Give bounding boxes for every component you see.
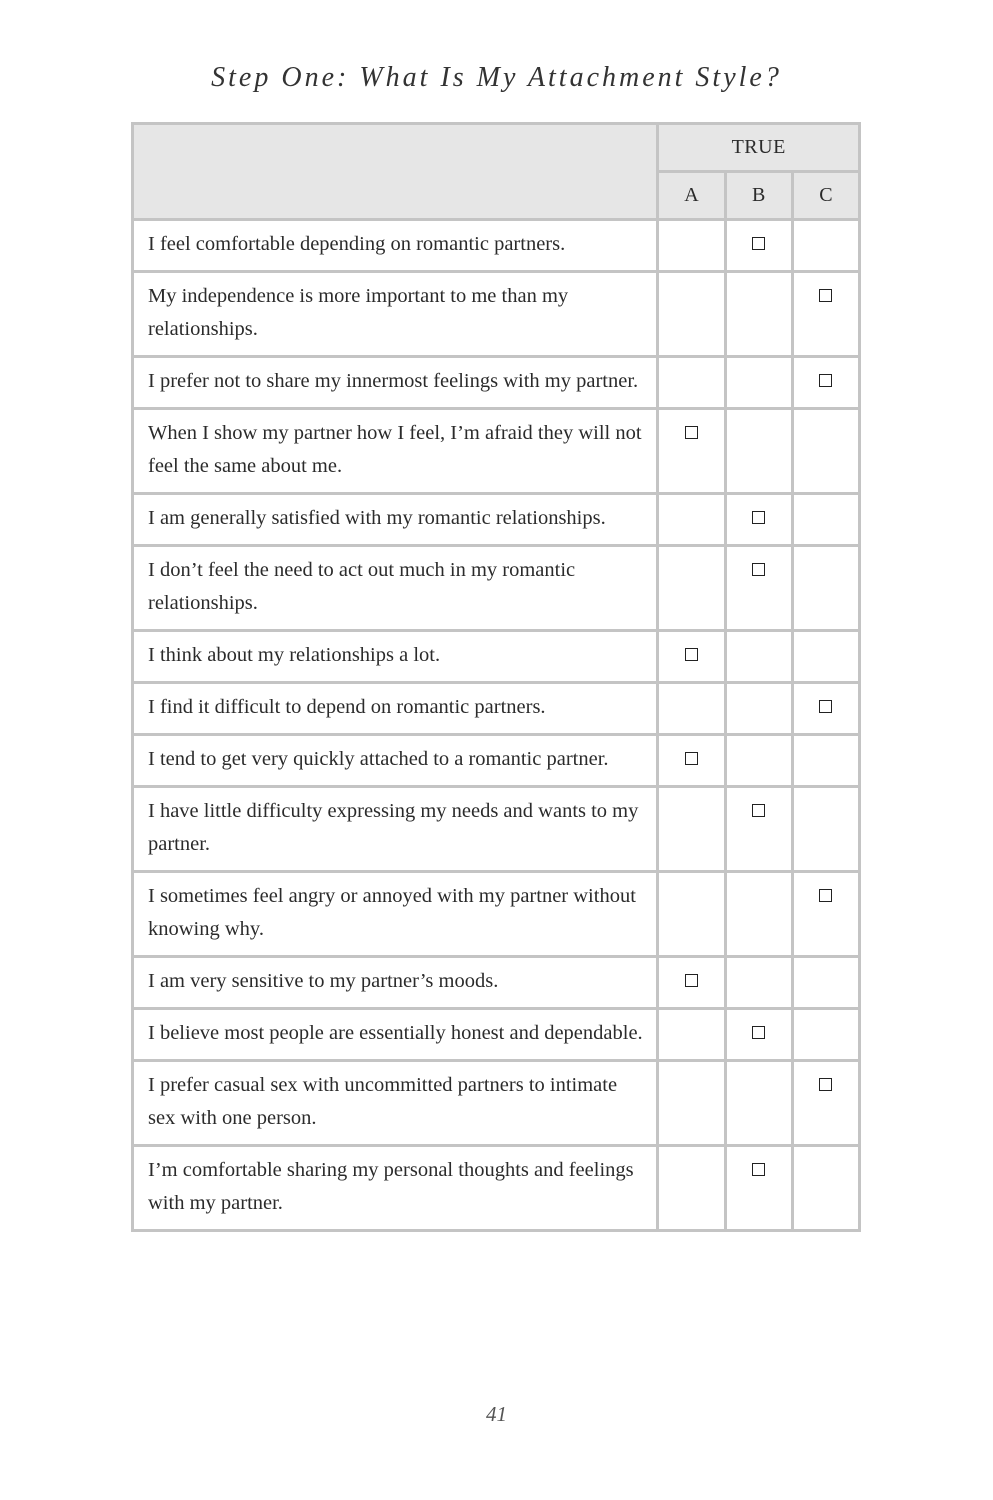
attachment-style-table [131, 122, 861, 1232]
option-cell-a [658, 494, 725, 546]
option-cell-a [658, 409, 725, 494]
statement-text: I prefer not to share my innermost feelings with my partner. [133, 357, 658, 409]
table-row [133, 494, 860, 546]
checkbox-b[interactable] [752, 237, 765, 250]
option-cell-b [725, 683, 792, 735]
statement-text: I have little difficulty expressing my needs and wants to my partner. [133, 787, 658, 872]
statement-text: I believe most people are essentially honest and dependable. [133, 1009, 658, 1061]
option-cell-a [658, 872, 725, 957]
column-header-c: C [792, 172, 859, 220]
table-row [133, 357, 860, 409]
table-row [133, 272, 860, 357]
option-cell-c [792, 872, 859, 957]
option-cell-c [792, 1146, 859, 1231]
option-cell-b [725, 1146, 792, 1231]
option-cell-a [658, 735, 725, 787]
statement-text: I don’t feel the need to act out much in my romantic relationships. [133, 546, 658, 631]
option-cell-a [658, 1146, 725, 1231]
statement-text: I find it difficult to depend on romantic partners. [133, 683, 658, 735]
option-cell-c [792, 1009, 859, 1061]
table-row [133, 1009, 860, 1061]
option-cell-a [658, 787, 725, 872]
option-cell-a [658, 631, 725, 683]
option-cell-a [658, 357, 725, 409]
option-cell-c [792, 631, 859, 683]
checkbox-a[interactable] [685, 648, 698, 661]
table-row [133, 957, 860, 1009]
option-cell-b [725, 409, 792, 494]
option-cell-c [792, 546, 859, 631]
checkbox-a[interactable] [685, 974, 698, 987]
statement-text: I am very sensitive to my partner’s moods. [133, 957, 658, 1009]
option-cell-b [725, 1061, 792, 1146]
option-cell-b [725, 631, 792, 683]
table-row [133, 787, 860, 872]
option-cell-c [792, 683, 859, 735]
option-cell-b [725, 872, 792, 957]
option-cell-c [792, 787, 859, 872]
option-cell-b [725, 357, 792, 409]
option-cell-b [725, 1009, 792, 1061]
checkbox-c[interactable] [819, 289, 832, 302]
checkbox-b[interactable] [752, 804, 765, 817]
table-row [133, 631, 860, 683]
table-row [133, 872, 860, 957]
option-cell-a [658, 272, 725, 357]
statement-text: I sometimes feel angry or annoyed with my partner without knowing why. [133, 872, 658, 957]
checkbox-a[interactable] [685, 752, 698, 765]
option-cell-c [792, 735, 859, 787]
page-title: Step One: What Is My Attachment Style? [211, 62, 782, 93]
table-row [133, 735, 860, 787]
option-cell-a [658, 220, 725, 272]
option-cell-a [658, 1009, 725, 1061]
option-cell-b [725, 220, 792, 272]
option-cell-b [725, 735, 792, 787]
statement-text: I tend to get very quickly attached to a romantic partner. [133, 735, 658, 787]
checkbox-b[interactable] [752, 563, 765, 576]
table-row [133, 220, 860, 272]
table-row [133, 1061, 860, 1146]
checkbox-a[interactable] [685, 426, 698, 439]
checkbox-c[interactable] [819, 1078, 832, 1091]
option-cell-a [658, 546, 725, 631]
page-number: 41 [486, 1402, 507, 1426]
option-cell-b [725, 787, 792, 872]
statement-text: When I show my partner how I feel, I’m afraid they will not feel the same about me. [133, 409, 658, 494]
statement-text: I prefer casual sex with uncommitted partners to intimate sex with one person. [133, 1061, 658, 1146]
table-row [133, 683, 860, 735]
option-cell-c [792, 494, 859, 546]
option-cell-a [658, 683, 725, 735]
table-row [133, 1146, 860, 1231]
option-cell-b [725, 957, 792, 1009]
checkbox-b[interactable] [752, 1163, 765, 1176]
option-cell-c [792, 357, 859, 409]
option-cell-a [658, 1061, 725, 1146]
option-cell-b [725, 272, 792, 357]
header-row-group [133, 124, 860, 172]
option-cell-b [725, 494, 792, 546]
option-cell-c [792, 220, 859, 272]
checkbox-b[interactable] [752, 511, 765, 524]
option-cell-c [792, 1061, 859, 1146]
option-cell-a [658, 957, 725, 1009]
statement-text: I feel comfortable depending on romantic partners. [133, 220, 658, 272]
checkbox-b[interactable] [752, 1026, 765, 1039]
column-header-a: A [658, 172, 725, 220]
true-column-header: TRUE [658, 124, 860, 172]
checkbox-c[interactable] [819, 374, 832, 387]
statement-text: I think about my relationships a lot. [133, 631, 658, 683]
checkbox-c[interactable] [819, 700, 832, 713]
option-cell-b [725, 546, 792, 631]
table-body [133, 220, 860, 1231]
option-cell-c [792, 272, 859, 357]
column-header-b: B [725, 172, 792, 220]
checkbox-c[interactable] [819, 889, 832, 902]
table-row [133, 546, 860, 631]
table-row [133, 409, 860, 494]
statement-text: I’m comfortable sharing my personal thoughts and feelings with my partner. [133, 1146, 658, 1231]
statement-text: I am generally satisfied with my romantic relationships. [133, 494, 658, 546]
statement-text: My independence is more important to me than my relationships. [133, 272, 658, 357]
statement-header-blank [133, 124, 658, 220]
option-cell-c [792, 409, 859, 494]
option-cell-c [792, 957, 859, 1009]
